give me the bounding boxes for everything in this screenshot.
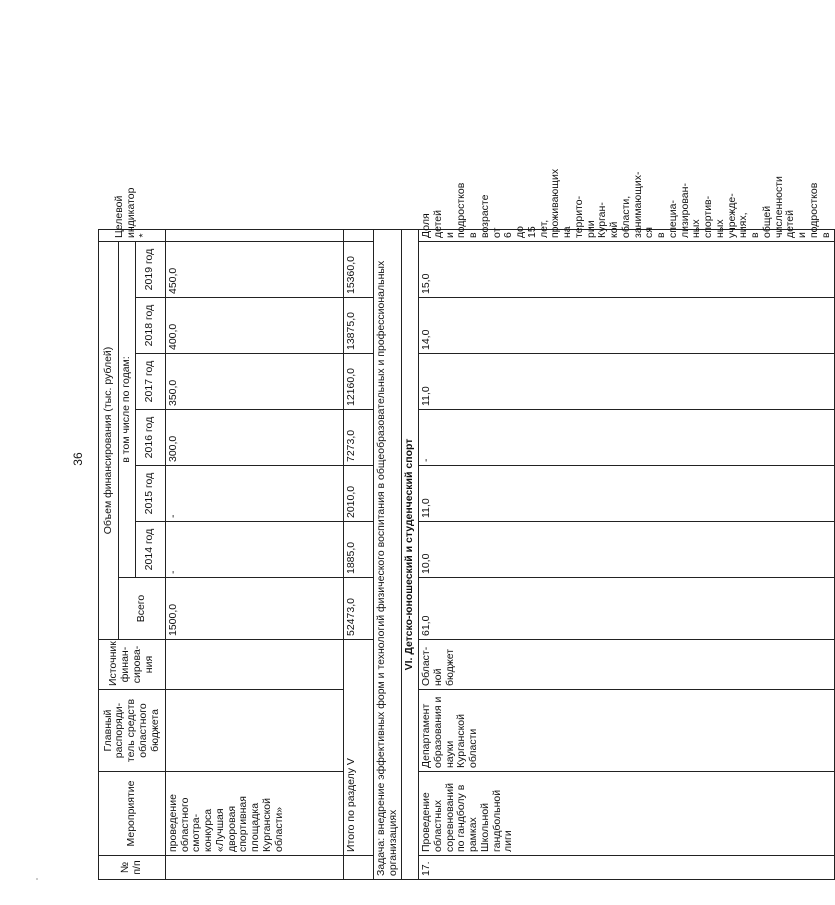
row-competition-2017: 350,0 bbox=[165, 354, 343, 410]
header-year-2015: 2015 год bbox=[135, 466, 165, 522]
header-funding: Объем финансирования (тыс. рублей) bbox=[99, 242, 119, 640]
row-17-2015: 11,0 bbox=[419, 466, 835, 522]
subtotal-total: 52473,0 bbox=[343, 578, 373, 640]
funding-table bbox=[98, 168, 835, 880]
header-total: Всего bbox=[119, 578, 166, 640]
scan-speck bbox=[36, 878, 38, 880]
row-competition-event: проведение областного смотра-конкурса «Лучшая дворовая спортивная площадка Курганской области» bbox=[165, 772, 343, 856]
subtotal-2017: 12160,0 bbox=[343, 354, 373, 410]
row-competition-num bbox=[165, 856, 343, 880]
table-row bbox=[343, 230, 373, 880]
header-year-2014: 2014 год bbox=[135, 522, 165, 578]
row-competition-total: 1500,0 bbox=[165, 578, 343, 640]
row-competition-indicator bbox=[165, 230, 343, 242]
row-competition-source bbox=[165, 640, 343, 690]
header-year-2017: 2017 год bbox=[135, 354, 165, 410]
subtotal-num bbox=[343, 856, 373, 880]
row-competition-2016: 300,0 bbox=[165, 410, 343, 466]
header-year-2019: 2019 год bbox=[135, 242, 165, 298]
row-17-num: 17. bbox=[419, 856, 835, 880]
row-17-2014: 10,0 bbox=[419, 522, 835, 578]
row-17-event: Проведение областных соревнований по гандболу в рамках Школьной гандбольной лиги bbox=[419, 772, 835, 856]
header-year-2018: 2018 год bbox=[135, 298, 165, 354]
row-competition-2015: - bbox=[165, 466, 343, 522]
header-by-years: в том числе по годам: bbox=[119, 242, 136, 578]
task-row: Задача: внедрение эффективных форм и технологий физического воспитания в общеобразовательных и профессиональных организациях bbox=[373, 230, 402, 880]
table-row bbox=[419, 230, 835, 880]
row-competition-2019: 450,0 bbox=[165, 242, 343, 298]
row-17-2018: 14,0 bbox=[419, 298, 835, 354]
subtotal-2019: 15360,0 bbox=[343, 242, 373, 298]
header-year-2016: 2016 год bbox=[135, 410, 165, 466]
row-17-2017: 11,0 bbox=[419, 354, 835, 410]
header-num: № п/п bbox=[99, 856, 166, 880]
row-competition-2014: - bbox=[165, 522, 343, 578]
page-number: 36 bbox=[71, 452, 85, 466]
subtotal-2015: 2010,0 bbox=[343, 466, 373, 522]
section-title: VI. Детско-юношеский и студенческий спорт bbox=[402, 230, 419, 880]
row-17-manager: Департамент образования и науки Курганской области bbox=[419, 690, 835, 772]
subtotal-label: Итого по разделу V bbox=[343, 640, 373, 856]
table-row bbox=[165, 230, 343, 880]
header-manager: Главный распоряди-тель средств областного бюджета bbox=[99, 690, 166, 772]
subtotal-2018: 13875,0 bbox=[343, 298, 373, 354]
subtotal-2014: 1885,0 bbox=[343, 522, 373, 578]
row-17-2019: 15,0 bbox=[419, 242, 835, 298]
header-event: Мероприятие bbox=[99, 772, 166, 856]
header-indicator: Целевой индикатор * bbox=[99, 230, 166, 242]
header-source: Источник финан-сирова-ния bbox=[99, 640, 166, 690]
row-17-2016: - bbox=[419, 410, 835, 466]
rotated-table-page bbox=[98, 168, 832, 880]
row-17-total: 61,0 bbox=[419, 578, 835, 640]
subtotal-2016: 7273,0 bbox=[343, 410, 373, 466]
row-competition-manager bbox=[165, 690, 343, 772]
row-17-source: Област-ной бюджет bbox=[419, 640, 835, 690]
subtotal-indicator bbox=[343, 230, 373, 242]
row-17-indicator: Доля детей и подростков в возрасте от 6 до 15 лет, проживающих на террито-рии Курган-кой области, занимающих-ся в специа-лизирован-ных спортив-ных учрежде-ниях, в общей численности детей и подростков в bbox=[419, 230, 835, 242]
row-competition-2018: 400,0 bbox=[165, 298, 343, 354]
